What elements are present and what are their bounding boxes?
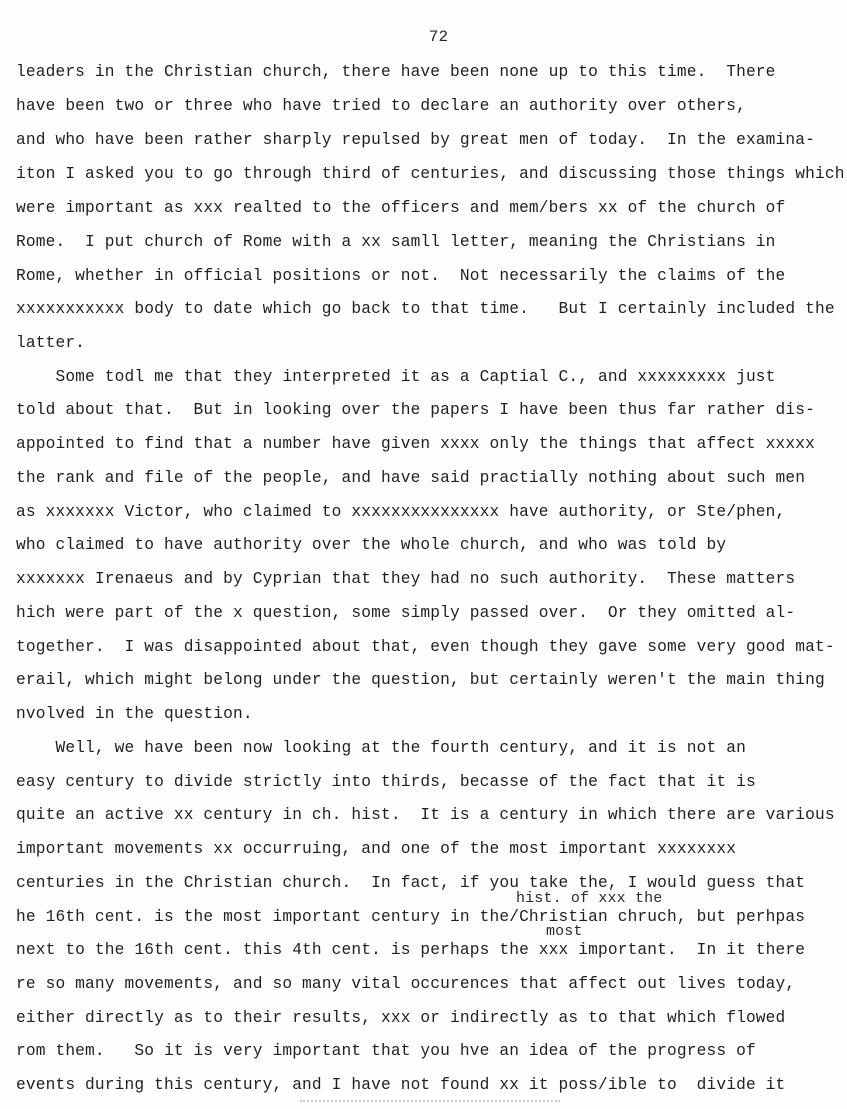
text-line: re so many movements, and so many vital occurences that affect out lives today, bbox=[16, 975, 796, 993]
text-line: centuries in the Christian church. In fact, if you take the, I would guess that bbox=[16, 874, 806, 892]
text-line: Rome. I put church of Rome with a xx samll letter, meaning the Christians in bbox=[16, 233, 776, 251]
text-line: have been two or three who have tried to declare an authority over others, bbox=[16, 97, 746, 115]
text-line: latter. bbox=[16, 334, 86, 352]
text-line: xxxxxxx Irenaeus and by Cyprian that they had no such authority. These matters bbox=[16, 570, 796, 588]
text-line: he 16th cent. is the most important century in the/Christian chruch, but perhpas bbox=[16, 908, 806, 926]
page-number: 72 bbox=[428, 28, 449, 46]
text-line: nvolved in the question. bbox=[16, 705, 253, 723]
text-line: leaders in the Christian church, there have been none up to this time. There bbox=[16, 63, 776, 81]
text-line: hich were part of the x question, some simply passed over. Or they omitted al- bbox=[16, 604, 796, 622]
text-line: together. I was disappointed about that, even though they gave some very good mat- bbox=[16, 638, 835, 656]
text-line: quite an active xx century in ch. hist. It is a century in which there are various bbox=[16, 806, 835, 824]
text-line: next to the 16th cent. this 4th cent. is perhaps the xxx important. In it there bbox=[16, 941, 806, 959]
text-line: and who have been rather sharply repulsed by great men of today. In the examina- bbox=[16, 131, 815, 149]
interlinear-insertion: hist. of xxx the bbox=[516, 890, 663, 907]
text-line: Well, we have been now looking at the fourth century, and it is not an bbox=[16, 739, 746, 757]
text-line: who claimed to have authority over the whole church, and who was told by bbox=[16, 536, 727, 554]
page-bottom-marks bbox=[300, 1100, 560, 1106]
interlinear-insertion: most bbox=[546, 923, 583, 940]
text-line: Some todl me that they interpreted it as a Captial C., and xxxxxxxxx just bbox=[16, 368, 776, 386]
text-line: either directly as to their results, xxx or indirectly as to that which flowed bbox=[16, 1009, 786, 1027]
text-line: appointed to find that a number have given xxxx only the things that affect xxxxx bbox=[16, 435, 815, 453]
text-line: Rome, whether in official positions or not. Not necessarily the claims of the bbox=[16, 267, 786, 285]
text-line: rom them. So it is very important that you hve an idea of the progress of bbox=[16, 1042, 756, 1060]
text-line: the rank and file of the people, and have said practially nothing about such men bbox=[16, 469, 806, 487]
text-line: erail, which might belong under the question, but certainly weren't the main thing bbox=[16, 671, 825, 689]
text-line: xxxxxxxxxxx body to date which go back to that time. But I certainly included the bbox=[16, 300, 835, 318]
text-line: were important as xxx realted to the officers and mem/bers xx of the church of bbox=[16, 199, 786, 217]
text-line: important movements xx occurruing, and one of the most important xxxxxxxx bbox=[16, 840, 737, 858]
text-line: iton I asked you to go through third of centuries, and discussing those things which bbox=[16, 165, 845, 183]
text-line: events during this century, and I have not found xx it poss/ible to divide it bbox=[16, 1076, 786, 1094]
text-line: as xxxxxxx Victor, who claimed to xxxxxxxxxxxxxxx have authority, or Ste/phen, bbox=[16, 503, 786, 521]
text-line: told about that. But in looking over the papers I have been thus far rather dis- bbox=[16, 401, 815, 419]
text-line: easy century to divide strictly into thirds, becasse of the fact that it is bbox=[16, 773, 756, 791]
